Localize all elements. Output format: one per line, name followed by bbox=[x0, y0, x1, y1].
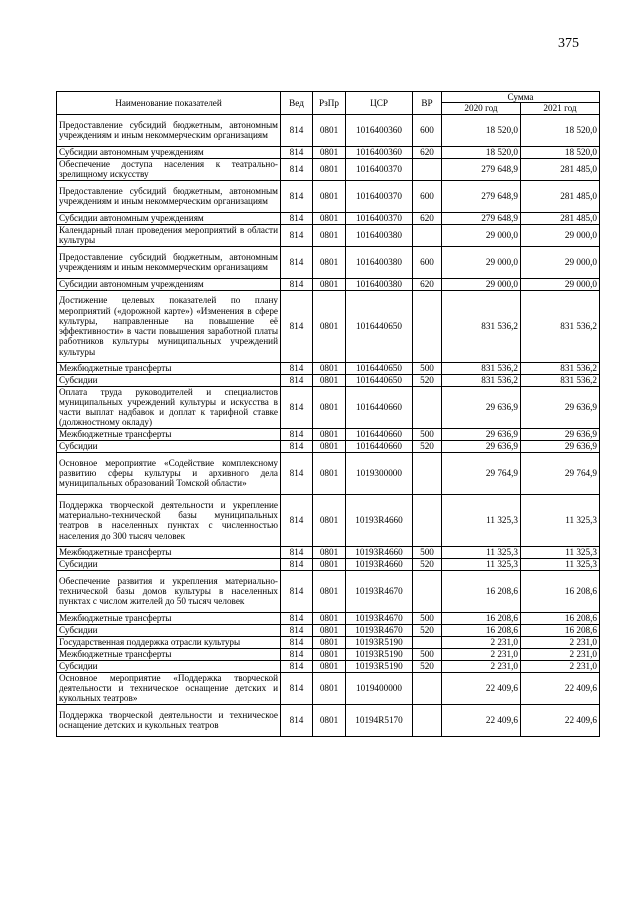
table-row bbox=[57, 452, 600, 494]
row-ved: 814 bbox=[281, 246, 313, 278]
table-row bbox=[57, 146, 600, 158]
row-amount-2020: 29 636,9 bbox=[442, 386, 521, 428]
row-csr: 1016400360 bbox=[346, 114, 413, 146]
row-amount-2021: 11 325,3 bbox=[521, 494, 600, 546]
row-amount-2020: 18 520,0 bbox=[442, 114, 521, 146]
row-amount-2020: 18 520,0 bbox=[442, 146, 521, 158]
row-amount-2020: 831 536,2 bbox=[442, 374, 521, 386]
row-name: Календарный план проведения мероприятий в области культуры bbox=[57, 224, 281, 246]
row-vr bbox=[413, 494, 442, 546]
table-row bbox=[57, 570, 600, 612]
row-ved: 814 bbox=[281, 290, 313, 362]
row-name: Межбюджетные трансферты bbox=[57, 428, 281, 440]
row-csr: 10193R4670 bbox=[346, 612, 413, 624]
page-number: 375 bbox=[558, 36, 579, 51]
table-row bbox=[57, 612, 600, 624]
row-csr: 1016400380 bbox=[346, 278, 413, 290]
row-csr: 10193R4660 bbox=[346, 494, 413, 546]
row-vr bbox=[413, 704, 442, 736]
row-name: Оплата труда руководителей и специалистов муниципальных учреждений культуры и искусства в части выплат надбавок и доплат к тарифной ставке (должностному окладу) bbox=[57, 386, 281, 428]
row-vr bbox=[413, 570, 442, 612]
row-ved: 814 bbox=[281, 546, 313, 558]
table-row bbox=[57, 290, 600, 362]
row-amount-2020: 29 764,9 bbox=[442, 452, 521, 494]
row-rzpr: 0801 bbox=[313, 278, 346, 290]
row-amount-2020: 11 325,3 bbox=[442, 546, 521, 558]
table-row bbox=[57, 362, 600, 374]
row-amount-2021: 2 231,0 bbox=[521, 648, 600, 660]
row-ved: 814 bbox=[281, 362, 313, 374]
row-ved: 814 bbox=[281, 428, 313, 440]
row-ved: 814 bbox=[281, 374, 313, 386]
row-ved: 814 bbox=[281, 386, 313, 428]
row-amount-2021: 16 208,6 bbox=[521, 570, 600, 612]
row-amount-2021: 29 636,9 bbox=[521, 428, 600, 440]
row-name: Субсидии bbox=[57, 660, 281, 672]
row-amount-2021: 831 536,2 bbox=[521, 374, 600, 386]
table-row bbox=[57, 704, 600, 736]
row-amount-2020: 16 208,6 bbox=[442, 612, 521, 624]
row-amount-2020: 16 208,6 bbox=[442, 624, 521, 636]
row-rzpr: 0801 bbox=[313, 636, 346, 648]
row-ved: 814 bbox=[281, 624, 313, 636]
row-amount-2021: 29 000,0 bbox=[521, 278, 600, 290]
row-amount-2021: 16 208,6 bbox=[521, 612, 600, 624]
row-amount-2021: 11 325,3 bbox=[521, 558, 600, 570]
row-ved: 814 bbox=[281, 648, 313, 660]
row-ved: 814 bbox=[281, 180, 313, 212]
row-name: Поддержка творческой деятельности и техническое оснащение детских и кукольных театров bbox=[57, 704, 281, 736]
row-amount-2020: 16 208,6 bbox=[442, 570, 521, 612]
row-amount-2021: 281 485,0 bbox=[521, 158, 600, 180]
row-rzpr: 0801 bbox=[313, 146, 346, 158]
row-csr: 1016440650 bbox=[346, 374, 413, 386]
row-ved: 814 bbox=[281, 212, 313, 224]
row-csr: 1016440650 bbox=[346, 290, 413, 362]
row-vr: 520 bbox=[413, 624, 442, 636]
row-name: Достижение целевых показателей по плану мероприятий («дорожной карте») «Изменения в сфере культуры, направленные на повышение её эффективности» в части повышения заработной платы работников культуры муниципальных учреждений культуры bbox=[57, 290, 281, 362]
row-name: Поддержка творческой деятельности и укрепление материально-технической базы муниципальных театров в населенных пунктах с численностью населения до 300 тысяч человек bbox=[57, 494, 281, 546]
row-ved: 814 bbox=[281, 440, 313, 452]
row-vr: 500 bbox=[413, 612, 442, 624]
row-rzpr: 0801 bbox=[313, 212, 346, 224]
row-amount-2020: 279 648,9 bbox=[442, 158, 521, 180]
row-rzpr: 0801 bbox=[313, 660, 346, 672]
row-amount-2021: 29 000,0 bbox=[521, 246, 600, 278]
row-amount-2021: 29 636,9 bbox=[521, 440, 600, 452]
row-csr: 1016440650 bbox=[346, 362, 413, 374]
row-vr: 620 bbox=[413, 278, 442, 290]
row-vr bbox=[413, 224, 442, 246]
row-vr: 520 bbox=[413, 440, 442, 452]
row-amount-2020: 29 636,9 bbox=[442, 440, 521, 452]
row-amount-2020: 22 409,6 bbox=[442, 704, 521, 736]
table-row bbox=[57, 648, 600, 660]
table-row bbox=[57, 636, 600, 648]
row-csr: 1016400370 bbox=[346, 180, 413, 212]
row-vr: 520 bbox=[413, 660, 442, 672]
table-row bbox=[57, 660, 600, 672]
header-ved: Вед bbox=[281, 92, 313, 115]
row-amount-2020: 2 231,0 bbox=[442, 660, 521, 672]
row-vr: 620 bbox=[413, 212, 442, 224]
row-csr: 10194R5170 bbox=[346, 704, 413, 736]
row-ved: 814 bbox=[281, 278, 313, 290]
header-name: Наименование показателей bbox=[57, 92, 281, 115]
row-csr: 1016400380 bbox=[346, 246, 413, 278]
row-amount-2020: 11 325,3 bbox=[442, 558, 521, 570]
row-ved: 814 bbox=[281, 558, 313, 570]
header-rzpr: РзПр bbox=[313, 92, 346, 115]
row-name: Основное мероприятие «Поддержка творческой деятельности и техническое оснащение детских и кукольных театров» bbox=[57, 672, 281, 704]
row-rzpr: 0801 bbox=[313, 612, 346, 624]
row-amount-2021: 2 231,0 bbox=[521, 636, 600, 648]
table-row bbox=[57, 672, 600, 704]
row-rzpr: 0801 bbox=[313, 672, 346, 704]
row-rzpr: 0801 bbox=[313, 570, 346, 612]
row-name: Предоставление субсидий бюджетным, автономным учреждениям и иным некоммерческим организациям bbox=[57, 114, 281, 146]
row-name: Субсидии автономным учреждениям bbox=[57, 212, 281, 224]
row-amount-2021: 18 520,0 bbox=[521, 114, 600, 146]
row-name: Предоставление субсидий бюджетным, автономным учреждениям и иным некоммерческим организациям bbox=[57, 246, 281, 278]
row-vr bbox=[413, 672, 442, 704]
row-csr: 1016440660 bbox=[346, 428, 413, 440]
row-amount-2020: 831 536,2 bbox=[442, 362, 521, 374]
row-vr: 600 bbox=[413, 180, 442, 212]
row-ved: 814 bbox=[281, 494, 313, 546]
table-row bbox=[57, 224, 600, 246]
header-csr: ЦСР bbox=[346, 92, 413, 115]
row-vr: 620 bbox=[413, 146, 442, 158]
table-row bbox=[57, 440, 600, 452]
row-vr bbox=[413, 636, 442, 648]
row-vr: 500 bbox=[413, 362, 442, 374]
row-amount-2021: 831 536,2 bbox=[521, 290, 600, 362]
row-rzpr: 0801 bbox=[313, 246, 346, 278]
row-csr: 1019300000 bbox=[346, 452, 413, 494]
row-name: Субсидии bbox=[57, 440, 281, 452]
row-name: Межбюджетные трансферты bbox=[57, 612, 281, 624]
row-rzpr: 0801 bbox=[313, 452, 346, 494]
row-csr: 1016400380 bbox=[346, 224, 413, 246]
row-ved: 814 bbox=[281, 636, 313, 648]
table-row bbox=[57, 546, 600, 558]
header-row bbox=[57, 92, 600, 103]
row-ved: 814 bbox=[281, 570, 313, 612]
header-year-2020: 2020 год bbox=[442, 103, 521, 114]
row-amount-2021: 29 000,0 bbox=[521, 224, 600, 246]
row-csr: 10193R4660 bbox=[346, 558, 413, 570]
row-rzpr: 0801 bbox=[313, 362, 346, 374]
budget-table bbox=[56, 91, 600, 737]
row-rzpr: 0801 bbox=[313, 224, 346, 246]
row-csr: 1016440660 bbox=[346, 386, 413, 428]
row-name: Субсидии bbox=[57, 624, 281, 636]
row-csr: 1016400370 bbox=[346, 212, 413, 224]
row-vr: 520 bbox=[413, 374, 442, 386]
row-vr: 600 bbox=[413, 114, 442, 146]
header-sum: Сумма bbox=[442, 92, 600, 103]
row-amount-2020: 279 648,9 bbox=[442, 212, 521, 224]
row-amount-2021: 11 325,3 bbox=[521, 546, 600, 558]
row-csr: 10193R5190 bbox=[346, 660, 413, 672]
row-rzpr: 0801 bbox=[313, 180, 346, 212]
row-amount-2020: 29 000,0 bbox=[442, 246, 521, 278]
row-csr: 10193R4670 bbox=[346, 624, 413, 636]
row-ved: 814 bbox=[281, 114, 313, 146]
row-amount-2020: 2 231,0 bbox=[442, 636, 521, 648]
row-name: Обеспечение развития и укрепления материально-технической базы домов культуры в населенных пунктах с числом жителей до 50 тысяч человек bbox=[57, 570, 281, 612]
table-row bbox=[57, 246, 600, 278]
row-vr bbox=[413, 386, 442, 428]
row-amount-2021: 29 636,9 bbox=[521, 386, 600, 428]
row-amount-2021: 16 208,6 bbox=[521, 624, 600, 636]
row-ved: 814 bbox=[281, 672, 313, 704]
row-ved: 814 bbox=[281, 612, 313, 624]
row-rzpr: 0801 bbox=[313, 290, 346, 362]
row-amount-2020: 29 000,0 bbox=[442, 278, 521, 290]
header-vr: ВР bbox=[413, 92, 442, 115]
row-vr: 500 bbox=[413, 428, 442, 440]
row-ved: 814 bbox=[281, 704, 313, 736]
row-name: Обеспечение доступа населения к театрально-зрелищному искусству bbox=[57, 158, 281, 180]
row-name: Субсидии автономным учреждениям bbox=[57, 146, 281, 158]
row-rzpr: 0801 bbox=[313, 374, 346, 386]
row-vr: 500 bbox=[413, 546, 442, 558]
row-rzpr: 0801 bbox=[313, 158, 346, 180]
row-csr: 10193R4670 bbox=[346, 570, 413, 612]
row-amount-2021: 22 409,6 bbox=[521, 672, 600, 704]
table-row bbox=[57, 494, 600, 546]
table-row bbox=[57, 278, 600, 290]
row-vr bbox=[413, 158, 442, 180]
row-rzpr: 0801 bbox=[313, 386, 346, 428]
row-name: Межбюджетные трансферты bbox=[57, 546, 281, 558]
row-vr bbox=[413, 452, 442, 494]
row-amount-2020: 29 636,9 bbox=[442, 428, 521, 440]
table-row bbox=[57, 386, 600, 428]
row-rzpr: 0801 bbox=[313, 558, 346, 570]
row-ved: 814 bbox=[281, 158, 313, 180]
table-row bbox=[57, 158, 600, 180]
table-row bbox=[57, 212, 600, 224]
row-amount-2021: 831 536,2 bbox=[521, 362, 600, 374]
row-rzpr: 0801 bbox=[313, 648, 346, 660]
row-amount-2020: 831 536,2 bbox=[442, 290, 521, 362]
row-rzpr: 0801 bbox=[313, 704, 346, 736]
row-rzpr: 0801 bbox=[313, 624, 346, 636]
row-ved: 814 bbox=[281, 452, 313, 494]
row-amount-2020: 279 648,9 bbox=[442, 180, 521, 212]
row-amount-2021: 281 485,0 bbox=[521, 180, 600, 212]
table-row bbox=[57, 558, 600, 570]
row-rzpr: 0801 bbox=[313, 114, 346, 146]
row-csr: 10193R4660 bbox=[346, 546, 413, 558]
row-csr: 1016400360 bbox=[346, 146, 413, 158]
row-csr: 10193R5190 bbox=[346, 636, 413, 648]
row-name: Субсидии bbox=[57, 374, 281, 386]
row-amount-2020: 2 231,0 bbox=[442, 648, 521, 660]
row-ved: 814 bbox=[281, 224, 313, 246]
row-csr: 10193R5190 bbox=[346, 648, 413, 660]
table-row bbox=[57, 180, 600, 212]
row-amount-2021: 2 231,0 bbox=[521, 660, 600, 672]
table-row bbox=[57, 428, 600, 440]
row-csr: 1016440660 bbox=[346, 440, 413, 452]
table-row bbox=[57, 374, 600, 386]
row-vr: 500 bbox=[413, 648, 442, 660]
row-name: Межбюджетные трансферты bbox=[57, 648, 281, 660]
row-amount-2021: 29 764,9 bbox=[521, 452, 600, 494]
row-name: Основное мероприятие «Содействие комплексному развитию сферы культуры и архивного дела муниципальных образований Томской области» bbox=[57, 452, 281, 494]
row-name: Субсидии bbox=[57, 558, 281, 570]
row-rzpr: 0801 bbox=[313, 494, 346, 546]
header-year-2021: 2021 год bbox=[521, 103, 600, 114]
row-vr bbox=[413, 290, 442, 362]
row-amount-2020: 22 409,6 bbox=[442, 672, 521, 704]
row-name: Предоставление субсидий бюджетным, автономным учреждениям и иным некоммерческим организациям bbox=[57, 180, 281, 212]
row-rzpr: 0801 bbox=[313, 546, 346, 558]
row-amount-2020: 29 000,0 bbox=[442, 224, 521, 246]
row-ved: 814 bbox=[281, 660, 313, 672]
row-rzpr: 0801 bbox=[313, 440, 346, 452]
row-amount-2021: 18 520,0 bbox=[521, 146, 600, 158]
row-csr: 1019400000 bbox=[346, 672, 413, 704]
row-amount-2020: 11 325,3 bbox=[442, 494, 521, 546]
row-name: Межбюджетные трансферты bbox=[57, 362, 281, 374]
table-row bbox=[57, 624, 600, 636]
row-name: Государственная поддержка отрасли культуры bbox=[57, 636, 281, 648]
row-vr: 600 bbox=[413, 246, 442, 278]
row-rzpr: 0801 bbox=[313, 428, 346, 440]
table-row bbox=[57, 114, 600, 146]
row-name: Субсидии автономным учреждениям bbox=[57, 278, 281, 290]
row-amount-2021: 22 409,6 bbox=[521, 704, 600, 736]
row-ved: 814 bbox=[281, 146, 313, 158]
row-csr: 1016400370 bbox=[346, 158, 413, 180]
row-vr: 520 bbox=[413, 558, 442, 570]
row-amount-2021: 281 485,0 bbox=[521, 212, 600, 224]
